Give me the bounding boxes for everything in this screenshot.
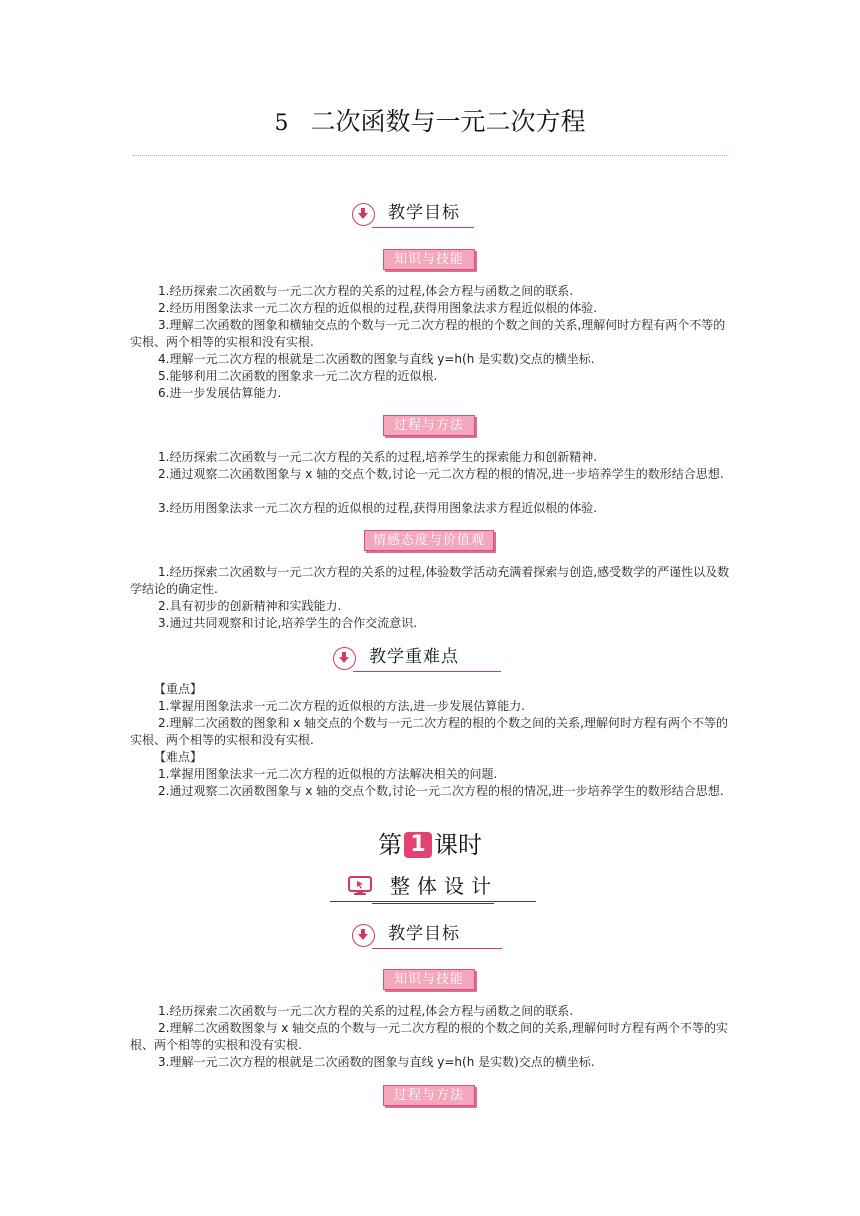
heading-text: 教学目标 (388, 924, 460, 944)
list-item: 1.掌握用图象法求一元二次方程的近似根的方法解决相关的问题. (158, 767, 498, 781)
list-item: 2.具有初步的创新精神和实践能力. (158, 599, 342, 613)
list-item: 2.通过观察二次函数图象与 x 轴的交点个数,讨论一元二次方程的根的情况,进一步培养学生的数形结合思想. (158, 467, 724, 481)
list-item: 3.理解二次函数的图象和横轴交点的个数与一元二次方程的根的个数之间的关系,理解何时方程有两个不等的实根、两个相等的实根和没有实根. (130, 318, 726, 349)
list-item: 2.经历用图象法求一元二次方程的近似根的过程,获得用图象法求方程近似根的体验. (158, 301, 598, 315)
heading-text: 教学重难点 (369, 647, 459, 667)
heading-underline (353, 671, 501, 672)
list-item: 1.经历探索二次函数与一元二次方程的关系的过程,培养学生的探索能力和创新精神. (158, 450, 598, 464)
list-item: 5.能够利用二次函数的图象求一元二次方程的近似根. (158, 369, 438, 383)
list-item: 1.经历探索二次函数与一元二次方程的关系的过程,体会方程与函数之间的联系. (158, 284, 574, 298)
heading-underline (372, 948, 502, 949)
list-item: 4.理解一元二次方程的根就是二次函数的图象与直线 y=h(h 是实数)交点的横坐标. (158, 352, 595, 366)
lesson-number-badge: 1 (404, 832, 432, 858)
list-item: 1.经历探索二次函数与一元二次方程的关系的过程,体验数学活动充满着探索与创造,感受数学的严谨性以及数学结论的确定性. (130, 565, 730, 596)
list-item: 6.进一步发展估算能力. (158, 386, 282, 400)
overall-design-text: 整体设计 (390, 874, 498, 898)
chapter-number: 5 (274, 111, 289, 136)
badge-attitude: 情感态度与价值观 (364, 530, 494, 551)
chapter-title (0, 104, 860, 142)
lesson-title (0, 828, 860, 862)
list-item: 3.经历用图象法求一元二次方程的近似根的过程,获得用图象法求方程近似根的体验. (158, 501, 598, 515)
list-item: 3.理解一元二次方程的根就是二次函数的图象与直线 y=h(h 是实数)交点的横坐标. (158, 1055, 595, 1069)
down-arrow-icon (352, 203, 375, 226)
down-arrow-icon (352, 924, 375, 947)
lesson-prefix: 第 (378, 831, 402, 859)
difficult-label: 【难点】 (154, 750, 203, 764)
badge-process: 过程与方法 (383, 415, 475, 436)
banner-underline (330, 901, 536, 902)
list-item: 1.掌握用图象法求一元二次方程的近似根的方法,进一步发展估算能力. (158, 699, 526, 713)
badge-process: 过程与方法 (383, 1085, 475, 1106)
section-heading-key-points (333, 645, 501, 675)
list-item: 3.通过共同观察和讨论,培养学生的合作交流意识. (158, 616, 418, 630)
banner-underline-inner (372, 903, 494, 904)
list-item: 1.经历探索二次函数与一元二次方程的关系的过程,体会方程与函数之间的联系. (158, 1004, 574, 1018)
heading-text: 教学目标 (388, 203, 460, 223)
title-divider (133, 155, 727, 156)
list-item: 2.理解二次函数的图象和 x 轴交点的个数与一元二次方程的根的个数之间的关系,理解何时方程有两个不等的实根、两个相等的实根和没有实根. (130, 716, 728, 747)
key-label: 【重点】 (154, 682, 203, 696)
heading-underline (372, 227, 474, 228)
chapter-title-text: 二次函数与一元二次方程 (310, 107, 586, 136)
badge-knowledge: 知识与技能 (383, 249, 475, 270)
section-heading-goals (352, 201, 474, 231)
list-item: 2.理解二次函数图象与 x 轴交点的个数与一元二次方程的根的个数之间的关系,理解何时方程有两个不等的实根、两个相等的实根和没有实根. (130, 1021, 728, 1052)
overall-design-banner (330, 872, 536, 906)
monitor-icon (348, 876, 372, 896)
lesson-suffix: 课时 (434, 831, 482, 859)
badge-knowledge: 知识与技能 (383, 969, 475, 990)
list-item: 2.通过观察二次函数图象与 x 轴的交点个数,讨论一元二次方程的根的情况,进一步培养学生的数形结合思想. (158, 784, 724, 798)
down-arrow-icon (333, 647, 356, 670)
lesson-heading-goals (352, 922, 502, 952)
